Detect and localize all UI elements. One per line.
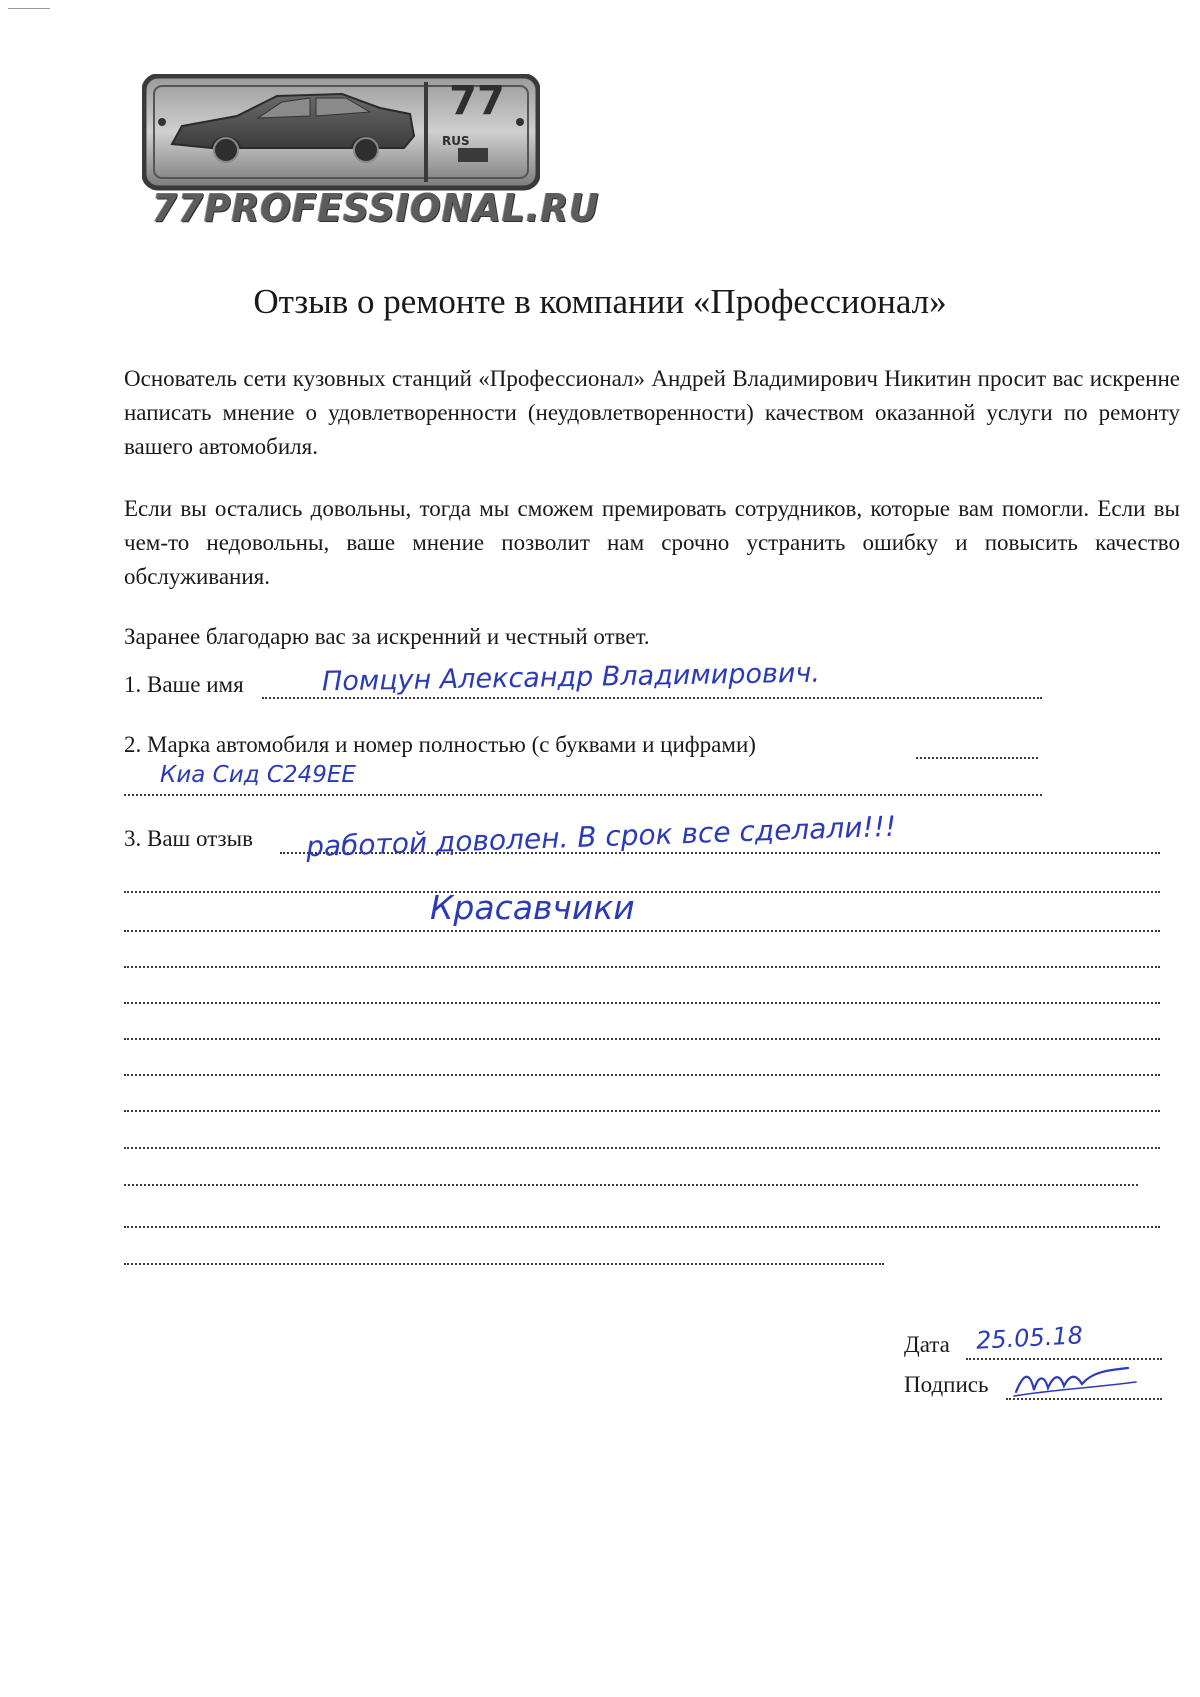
answer-line (124, 966, 1160, 968)
answer-line (124, 1226, 1160, 1228)
handwritten-name: Помцун Александр Владимирович. (321, 657, 821, 698)
signature-label: Подпись (904, 1372, 989, 1397)
answer-line (124, 930, 1160, 932)
plate-region-code: 77 (449, 78, 505, 124)
plate-country: RUS (442, 134, 470, 148)
answer-line (124, 1110, 1160, 1112)
answer-line (124, 1038, 1160, 1040)
answer-line (124, 1263, 884, 1265)
question-car-label: 2. Марка автомобиля и номер полностью (с буквами и цифрами) (124, 732, 756, 757)
scan-edge-mark (8, 8, 50, 9)
answer-line (124, 794, 1042, 796)
thanks-paragraph: Заранее благодарю вас за искренний и честный ответ. (124, 624, 650, 649)
handwritten-car: Киа Сид С249ЕЕ (160, 762, 356, 788)
date-label: Дата (904, 1332, 950, 1357)
intro-paragraph: Основатель сети кузовных станций «Профессионал» Андрей Владимирович Никитин просит вас искренне написать мнение о удовлетворенности (неудовлетворенности) качеством оказанной услуги по ремонту вашего автомобиля. (124, 366, 1180, 459)
date-line (966, 1358, 1162, 1360)
handwritten-review-continued: Красавчики (430, 888, 635, 927)
answer-line (124, 1184, 1138, 1186)
answer-line (916, 757, 1038, 759)
handwritten-review: работой доволен. В срок все сделали!!! (305, 809, 897, 864)
document-title: Отзыв о ремонте в компании «Профессионал» (253, 282, 947, 321)
answer-line (124, 1147, 1160, 1149)
answer-line (124, 1074, 1160, 1076)
company-logo (142, 74, 600, 234)
logo-site-name: 77PROFESSIONAL.RU (151, 186, 600, 230)
question-review-label: 3. Ваш отзыв (124, 826, 253, 851)
handwritten-date: 25.05.18 (975, 1321, 1084, 1355)
answer-line (124, 1002, 1160, 1004)
answer-line (262, 697, 1042, 699)
answer-line (124, 891, 1160, 893)
explanation-paragraph: Если вы остались довольны, тогда мы сможем премировать сотрудников, которые вам помогли. Если вы чем-то недовольны, ваше мнение позволит нам срочно устранить ошибку и повысить качество обслуживания. (124, 496, 1180, 589)
question-name-label: 1. Ваше имя (124, 672, 244, 697)
handwritten-signature-icon (1010, 1362, 1140, 1402)
